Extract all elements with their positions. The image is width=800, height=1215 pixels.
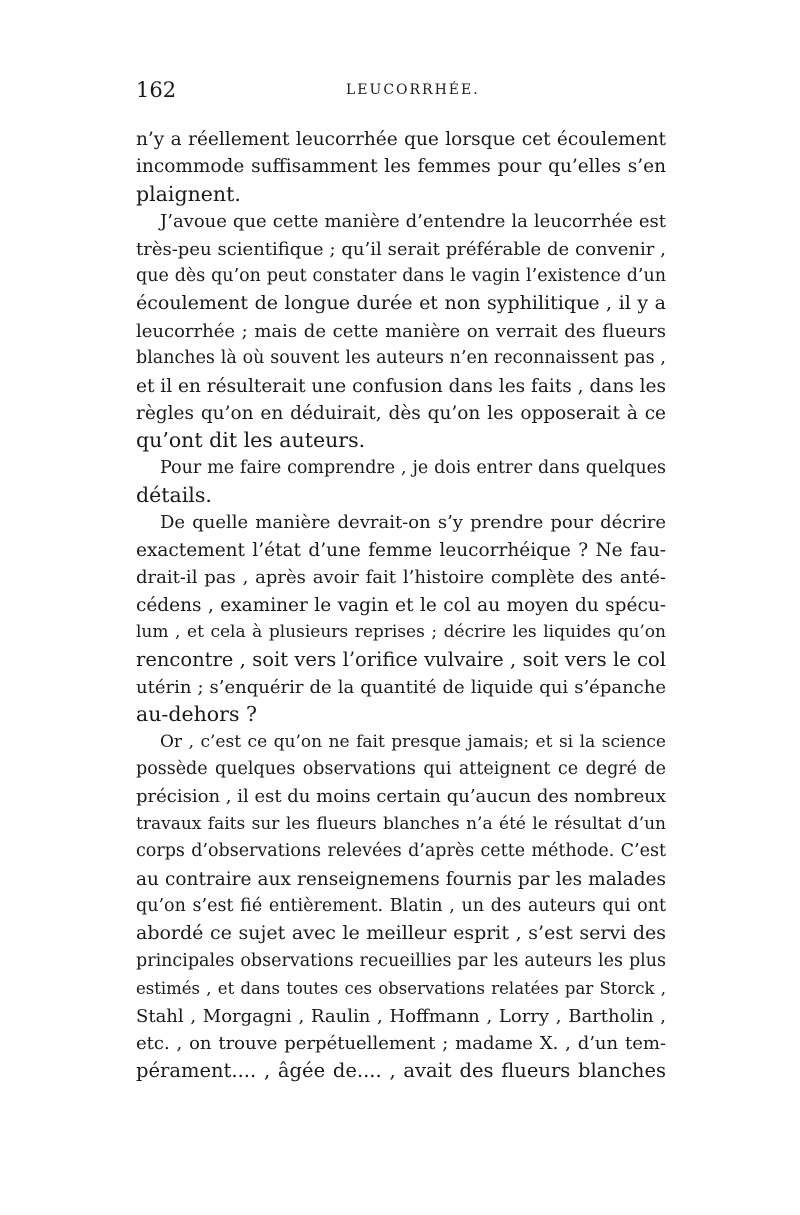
text-line: rencontre , soit vers l’orifice vulvaire , soit vers le col xyxy=(136,648,666,672)
text-line: drait-il pas , après avoir fait l’histoire complète des anté- xyxy=(136,567,666,589)
text-line: etc. , on trouve perpétuellement ; madame X. , d’un tem- xyxy=(136,1032,666,1054)
text-line: J’avoue que cette manière d’entendre la leucorrhée est xyxy=(160,211,666,233)
text-line: Or , c’est ce qu’on ne fait presque jamais; et si la science xyxy=(160,731,666,752)
text-line: travaux faits sur les flueurs blanches n’a été le résultat d’un xyxy=(136,813,666,834)
text-line: précision , il est du moins certain qu’aucun des nombreux xyxy=(136,786,667,808)
text-line: corps d’observations relevées d’après cette méthode. C’est xyxy=(136,841,666,862)
text-line: plaignent. xyxy=(136,181,241,206)
text-line: utérin ; s’enquérir de la quantité de liquide qui s’épanche xyxy=(136,676,666,698)
text-line: blanches là où souvent les auteurs n’en reconnaissent pas , xyxy=(136,348,666,369)
body-text xyxy=(136,126,666,1085)
text-line: au contraire aux renseignemens fournis par les malades xyxy=(136,868,666,890)
text-line: incommode suffisamment les femmes pour qu’elles s’en xyxy=(136,156,666,178)
text-line: n’y a réellement leucorrhée que lorsque cet écoulement xyxy=(136,129,666,150)
text-line: écoulement de longue durée et non syphilitique , il y a xyxy=(136,292,666,315)
text-line: lum , et cela à plusieurs reprises ; décrire les liquides qu’on xyxy=(136,622,666,643)
text-line: au-dehors ? xyxy=(136,702,257,727)
text-line: cédens , examiner le vagin et le col au moyen du spécu- xyxy=(136,594,666,616)
text-line: règles qu’on en déduirait, dès qu’on les opposerait à ce xyxy=(136,402,666,424)
text-line: très-peu scientifique ; qu’il serait préférable de convenir , xyxy=(136,238,666,260)
text-line: abordé ce sujet avec le meilleur esprit , s’est servi des xyxy=(136,922,666,945)
text-line: et il en résulterait une confusion dans les faits , dans les xyxy=(136,375,666,397)
text-line: qu’on s’est fié entièrement. Blatin , un des auteurs qui ont xyxy=(136,895,666,916)
text-line: principales observations recueillies par les auteurs les plus xyxy=(136,950,666,971)
text-line: Stahl , Morgagni , Raulin , Hoffmann , Lorry , Bartholin , xyxy=(136,1005,666,1027)
text-line: estimés , et dans toutes ces observations relatées par Storck , xyxy=(136,979,666,999)
text-line: que dès qu’on peut constater dans le vagin l’existence d’un xyxy=(136,265,666,286)
text-line: De quelle manière devrait-on s’y prendre pour décrire xyxy=(160,512,666,534)
text-line: pérament.... , âgée de.... , avait des flueurs blanches xyxy=(136,1059,666,1083)
text-line: qu’ont dit les auteurs. xyxy=(136,428,366,453)
running-title: LEUCORRHÉE. xyxy=(346,82,480,98)
text-line: possède quelques observations qui atteignent ce degré de xyxy=(136,758,666,779)
text-line: exactement l’état d’une femme leucorrhéique ? Ne fau- xyxy=(136,539,666,561)
text-line: Pour me faire comprendre , je dois entrer dans quelques xyxy=(160,457,666,478)
page-number: 162 xyxy=(136,78,177,102)
text-line: détails. xyxy=(136,483,212,508)
text-line: leucorrhée ; mais de cette manière on verrait des flueurs xyxy=(136,320,666,342)
page-header xyxy=(136,78,666,118)
